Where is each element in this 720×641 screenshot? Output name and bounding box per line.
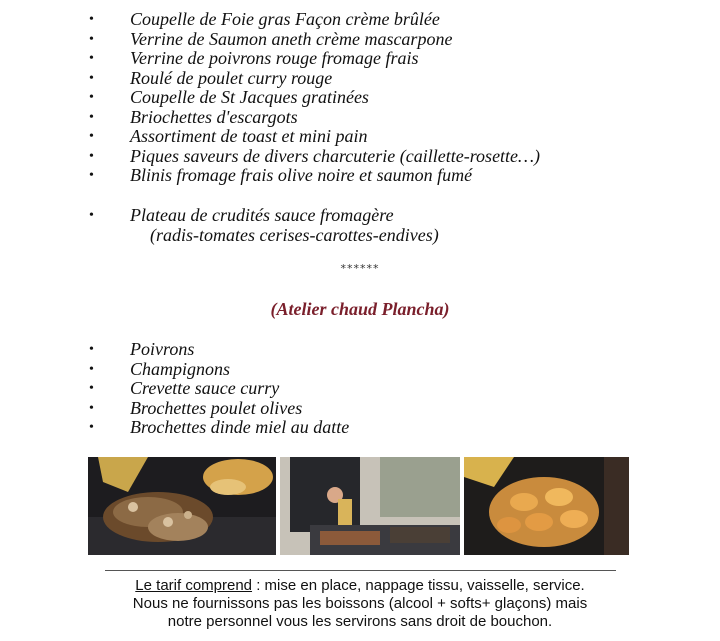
- list-item: • Roulé de poulet curry rouge: [89, 67, 333, 88]
- list-item: • Coupelle de St Jacques gratinées: [89, 87, 369, 107]
- bullet-icon: •: [89, 420, 94, 435]
- bullet-icon: •: [89, 400, 94, 416]
- bullet-icon: •: [89, 31, 94, 47]
- list-item: • Briochettes d'escargots: [89, 106, 298, 127]
- photo-strip: [88, 457, 629, 555]
- list-item: • Assortiment de toast et mini pain: [89, 126, 368, 146]
- list-item: • Brochettes dinde miel au datte: [89, 417, 350, 437]
- plancha-list: [0, 340, 720, 438]
- bullet-icon: •: [89, 51, 94, 66]
- amuse-bouche-list: [0, 10, 720, 186]
- bullet-icon: •: [89, 109, 94, 125]
- separator: ******: [340, 262, 380, 275]
- bullet-icon: •: [89, 12, 94, 27]
- footer-line-3: notre personnel vous les servirons sans droit de bouchon.: [167, 613, 553, 630]
- bullet-icon: •: [89, 90, 94, 105]
- bullet-icon: •: [89, 381, 94, 396]
- bullet-icon: •: [89, 208, 94, 223]
- section-title-atelier: (Atelier chaud Plancha): [270, 299, 450, 319]
- list-item: • Brochettes poulet olives: [89, 397, 303, 418]
- list-item: • Verrine de Saumon aneth crème mascarpone: [89, 28, 453, 49]
- list-item: • Verrine de poivrons rouge fromage frais: [89, 48, 419, 68]
- plateau-detail: (radis-tomates cerises-carottes-endives): [150, 224, 439, 245]
- bullet-icon: •: [89, 70, 94, 86]
- bullet-icon: •: [89, 168, 94, 183]
- list-item: • Piques saveurs de divers charcuterie (caillette-rosette…): [89, 145, 541, 166]
- bullet-icon: •: [89, 361, 94, 377]
- footer-note: [0, 577, 720, 631]
- footer-line-1: [0, 577, 720, 595]
- footer-line-2: Nous ne fournissons pas les boissons (alcool + softs+ glaçons) mais: [132, 595, 588, 612]
- plateau-crudites: [0, 206, 720, 245]
- mushrooms-plancha-photo: [88, 457, 276, 555]
- divider: [105, 570, 616, 571]
- bullet-icon: •: [89, 342, 94, 357]
- chef-plancha-photo: [280, 457, 460, 555]
- list-item: • Crevette sauce curry: [89, 378, 280, 398]
- tarif-label: Le tarif comprend: [135, 577, 253, 594]
- bullet-icon: •: [89, 129, 94, 144]
- list-item: • Champignons: [89, 358, 231, 379]
- list-item: • Coupelle de Foie gras Façon crème brûlée: [89, 9, 440, 29]
- list-item: • Blinis fromage frais olive noire et saumon fumé: [89, 165, 473, 185]
- list-item: • Plateau de crudités sauce fromagère: [89, 205, 394, 225]
- tarif-text: : mise en place, nappage tissu, vaisselle, service.: [252, 577, 585, 594]
- list-item: • Poivrons: [89, 339, 195, 359]
- shrimp-plancha-photo: [464, 457, 629, 555]
- bullet-icon: •: [89, 148, 94, 164]
